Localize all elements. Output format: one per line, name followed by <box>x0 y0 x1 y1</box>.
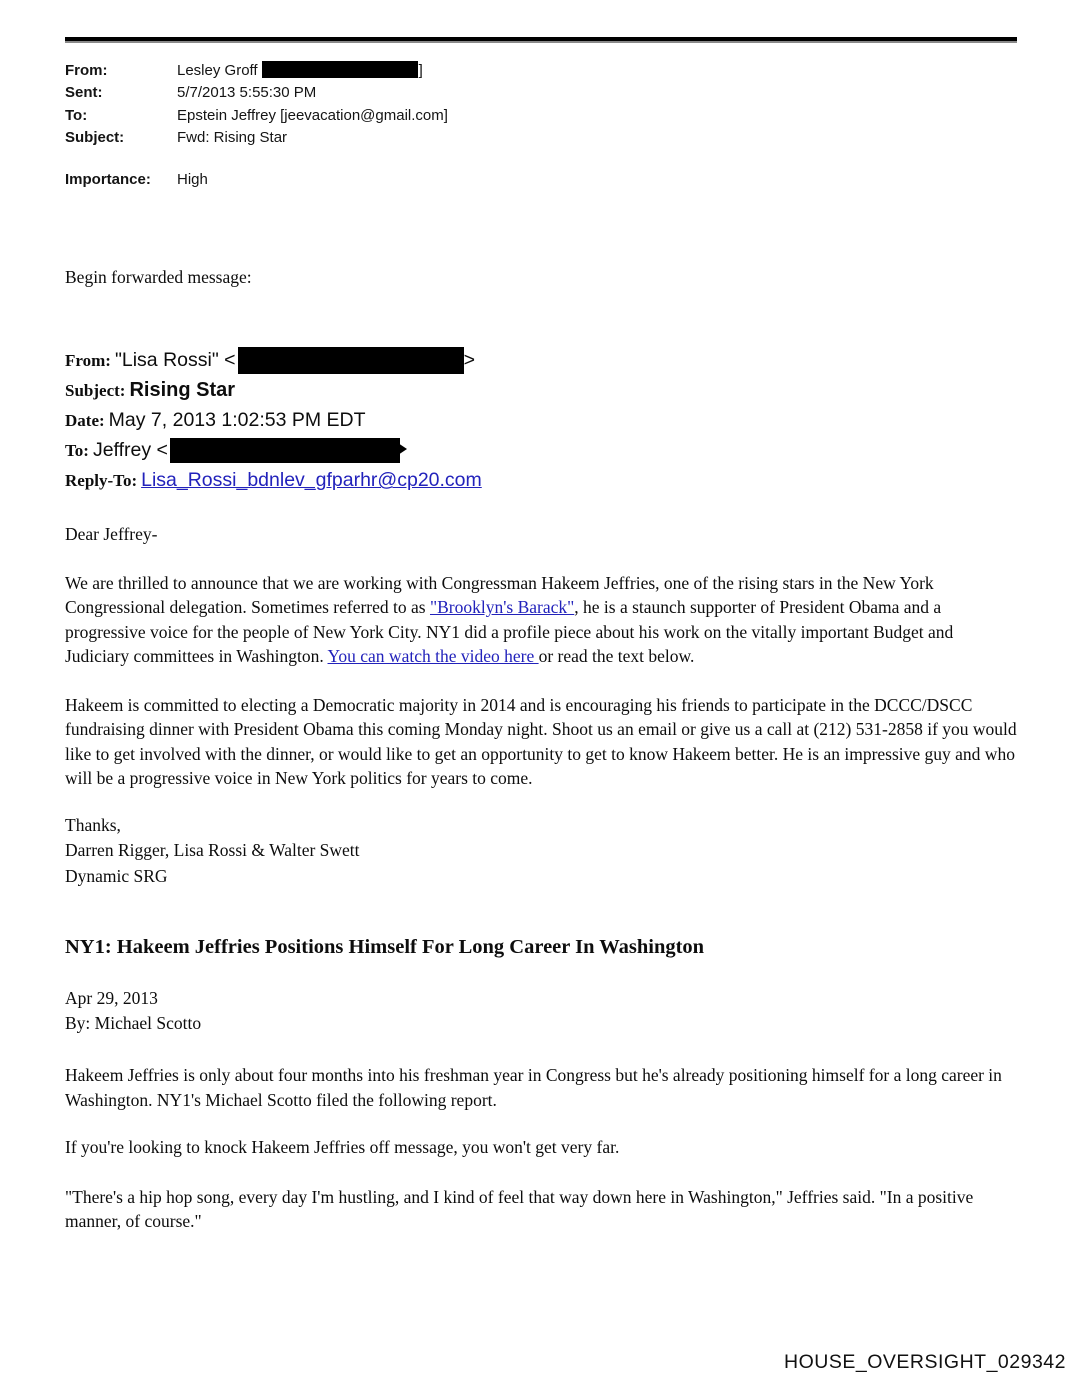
fwd-subject-value: Rising Star <box>129 379 236 402</box>
article-paragraph-1: Hakeem Jeffries is only about four months into his freshman year in Congress but he's already positioning himself for a long career in Washington. NY1's Michael Scotto filed the following report. <box>65 1065 1002 1110</box>
signature-block <box>65 813 1017 890</box>
sent-label: Sent: <box>65 84 103 102</box>
thanks-text: Thanks, <box>65 814 121 835</box>
begin-forwarded-text: Begin forwarded message: <box>65 267 252 288</box>
fwd-date-label: Date: <box>65 411 105 431</box>
fwd-subject-label: Subject: <box>65 381 126 401</box>
fwd-to-value: Jeffrey < <box>93 439 407 461</box>
bates-number: HOUSE_OVERSIGHT_029342 <box>784 1351 1066 1373</box>
replyto-email-link[interactable]: Lisa_Rossi_bdnlev_gfparhr@cp20.com <box>141 469 482 492</box>
fwd-to-line <box>65 436 1017 466</box>
article-paragraph-3: "There's a hip hop song, every day I'm hustling, and I kind of feel that way down here in Washington," Jeffries said. "In a positive manner, of course." <box>65 1186 974 1232</box>
article-date: Apr 29, 2013 <box>65 988 158 1009</box>
header-divider-rule <box>65 37 1017 43</box>
from-value: Lesley Groff ] <box>177 62 423 79</box>
subject-value: Fwd: Rising Star <box>177 128 288 146</box>
meta-row-sent <box>65 82 1017 104</box>
article-headline: NY1: Hakeem Jeffries Positions Himself For Long Career In Washington <box>65 936 705 959</box>
to-value: Epstein Jeffrey [jeevacation@gmail.com] <box>177 106 448 124</box>
importance-label: Importance: <box>65 171 151 189</box>
meta-row-importance <box>65 169 1017 191</box>
text-segment: or read the text below. <box>538 646 695 667</box>
inline-text-link[interactable]: You can watch the video here <box>327 646 539 667</box>
meta-row-subject <box>65 127 1017 149</box>
meta-row-from <box>65 60 1017 82</box>
subject-label: Subject: <box>65 128 125 146</box>
to-label: To: <box>65 106 88 124</box>
fwd-to-label: To: <box>65 441 89 461</box>
signature-names: Darren Rigger, Lisa Rossi & Walter Swett <box>65 840 360 861</box>
redaction-box <box>262 61 418 78</box>
signature-company: Dynamic SRG <box>65 865 168 886</box>
greeting-text: Dear Jeffrey- <box>65 524 158 545</box>
redaction-box <box>238 347 464 374</box>
from-label: From: <box>65 62 108 79</box>
fwd-replyto-label: Reply-To: <box>65 471 138 491</box>
fwd-from-value: "Lisa Rossi" < > <box>115 349 475 371</box>
fwd-date-value: May 7, 2013 1:02:53 PM EDT <box>108 409 366 432</box>
text-segment: We are thrilled to announce that we are working with Congressman Hakeem Jeffries, one of the rising stars in the New York Congressional delegation. Sometimes referred to as <box>65 572 934 618</box>
article-paragraph-2: If you're looking to knock Hakeem Jeffries off message, you won't get very far. <box>65 1137 620 1158</box>
fwd-from-label: From: <box>65 351 111 371</box>
body-paragraph-1 <box>65 571 1017 669</box>
arrow-tick-icon <box>398 443 407 455</box>
redaction-box <box>170 438 400 463</box>
fwd-date-line <box>65 406 1017 436</box>
text-segment: , he is a staunch supporter of President Obama and a progressive voice for the people of New York City. NY1 did a profile piece about his work on the vitally important Budget and Judiciary committees in Washington. <box>65 597 954 667</box>
fwd-subject-line <box>65 376 1017 406</box>
sent-value: 5/7/2013 5:55:30 PM <box>177 84 317 102</box>
article-byline: By: Michael Scotto <box>65 1013 202 1034</box>
email-meta-header <box>65 60 1017 191</box>
meta-row-to <box>65 105 1017 127</box>
article-dateline <box>65 986 1017 1036</box>
fwd-replyto-line <box>65 466 1017 496</box>
body-paragraph-2: Hakeem is committed to electing a Democratic majority in 2014 and is encouraging his friends to participate in the DCCC/DSCC fundraising dinner with President Obama this coming Monday night. Shoot us an email or give us a call at (212) 531-2858 if you would like to get involved with the dinner, or would like to get an opportunity to get to know Hakeem better. He is an impressive guy and who will be a progressive voice in New York politics for years to come. <box>65 694 1017 789</box>
importance-value: High <box>177 171 208 189</box>
forwarded-message-header <box>65 346 1017 496</box>
inline-text-link[interactable]: "Brooklyn's Barack" <box>429 597 575 618</box>
fwd-from-line <box>65 346 1017 376</box>
